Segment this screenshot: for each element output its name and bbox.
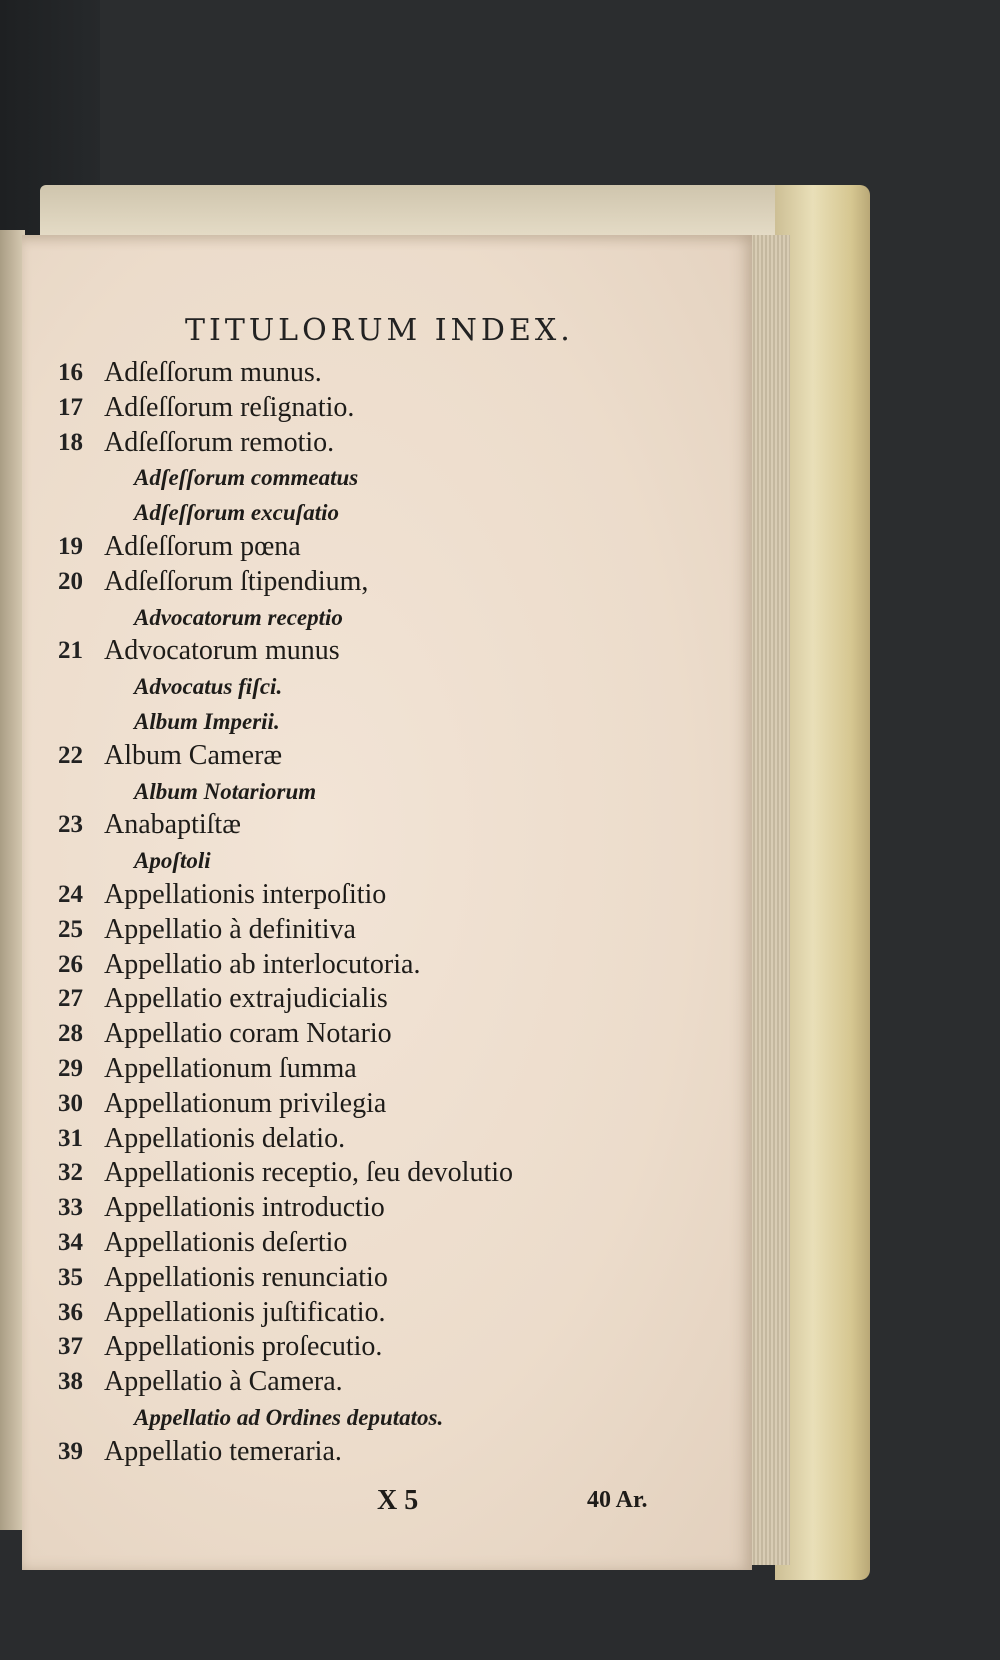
index-entry bbox=[22, 635, 722, 670]
entry-number: 36 bbox=[58, 1298, 83, 1326]
entry-text: Appellationis interpoſitio bbox=[104, 878, 387, 910]
entry-number: 35 bbox=[58, 1263, 83, 1291]
index-subentry bbox=[22, 496, 722, 531]
entry-text: Appellatio à definitiva bbox=[104, 913, 356, 945]
index-subentry bbox=[22, 670, 722, 705]
entry-text: Advocatorum munus bbox=[104, 635, 340, 667]
index-entry bbox=[22, 879, 722, 914]
entry-number: 17 bbox=[58, 393, 83, 421]
entry-text: Appellatio coram Notario bbox=[104, 1018, 392, 1050]
index-subentry bbox=[22, 601, 722, 636]
entry-number: 23 bbox=[58, 811, 83, 839]
index-entry bbox=[22, 983, 722, 1018]
entry-number: 27 bbox=[58, 985, 83, 1013]
entry-text: Appellatio à Camera. bbox=[104, 1366, 343, 1398]
index-list bbox=[22, 357, 722, 1471]
entry-text: Adſeſſorum pœna bbox=[104, 530, 301, 562]
index-entry bbox=[22, 1262, 722, 1297]
index-entry bbox=[22, 1366, 722, 1401]
entry-text: Appellationis delatio. bbox=[104, 1122, 346, 1154]
index-entry bbox=[22, 949, 722, 984]
index-entry bbox=[22, 1088, 722, 1123]
entry-number: 31 bbox=[58, 1124, 83, 1152]
entry-text: Apoſtoli bbox=[134, 848, 211, 874]
index-entry bbox=[22, 357, 722, 392]
book-top-edge bbox=[40, 185, 860, 240]
entry-text: Appellationis introductio bbox=[104, 1192, 385, 1224]
index-entry bbox=[22, 740, 722, 775]
entry-number: 25 bbox=[58, 915, 83, 943]
index-entry bbox=[22, 809, 722, 844]
entry-text: Advocatus fiſci. bbox=[134, 674, 283, 700]
index-entry bbox=[22, 1297, 722, 1332]
entry-number: 16 bbox=[58, 359, 83, 386]
index-entry bbox=[22, 1331, 722, 1366]
entry-text: Appellatio ad Ordines deputatos. bbox=[134, 1404, 444, 1430]
entry-number: 22 bbox=[58, 741, 83, 769]
entry-number: 24 bbox=[58, 880, 83, 908]
entry-text: Anabaptiſtæ bbox=[104, 809, 241, 841]
entry-text: Adſeſſorum reſignatio. bbox=[104, 391, 355, 423]
entry-text: Adſeſſorum commeatus bbox=[134, 465, 359, 491]
index-subentry bbox=[22, 705, 722, 740]
index-entry bbox=[22, 1436, 722, 1471]
index-entry bbox=[22, 392, 722, 427]
entry-number: 39 bbox=[58, 1437, 83, 1465]
entry-text: Appellationis proſecutio. bbox=[104, 1331, 383, 1363]
entry-text: Appellationum ſumma bbox=[104, 1052, 357, 1084]
entry-text: Appellationum privilegia bbox=[104, 1087, 387, 1119]
entry-text: Album Imperii. bbox=[134, 708, 280, 734]
entry-text: Adſeſſorum excuſatio bbox=[134, 500, 340, 526]
entry-text: Adſeſſorum munus. bbox=[104, 357, 322, 388]
entry-number: 20 bbox=[58, 567, 83, 595]
index-entry bbox=[22, 531, 722, 566]
entry-number: 33 bbox=[58, 1194, 83, 1222]
entry-number: 26 bbox=[58, 950, 83, 978]
index-subentry bbox=[22, 461, 722, 496]
entry-text: Appellatio temeraria. bbox=[104, 1435, 342, 1467]
index-entry bbox=[22, 1192, 722, 1227]
entry-text: Appellatio ab interlocutoria. bbox=[104, 948, 421, 980]
entry-number: 21 bbox=[58, 637, 83, 665]
entry-number: 29 bbox=[58, 1054, 83, 1082]
entry-text: Advocatorum receptio bbox=[134, 604, 343, 630]
index-entry bbox=[22, 1123, 722, 1158]
page-title: TITULORUM INDEX. bbox=[185, 313, 574, 348]
entry-number: 34 bbox=[58, 1228, 83, 1256]
entry-number: 18 bbox=[58, 428, 83, 456]
entry-text: Album Notariorum bbox=[134, 778, 317, 804]
entry-text: Appellationis renunciatio bbox=[104, 1261, 388, 1293]
index-subentry bbox=[22, 775, 722, 810]
index-entry bbox=[22, 427, 722, 462]
book-page bbox=[22, 235, 752, 1570]
entry-text: Appellatio extrajudicialis bbox=[104, 983, 388, 1015]
index-entry bbox=[22, 1053, 722, 1088]
entry-number: 37 bbox=[58, 1333, 83, 1361]
signature-mark: X 5 bbox=[377, 1485, 419, 1516]
entry-text: Appellationis juſtificatio. bbox=[104, 1296, 386, 1328]
index-entry bbox=[22, 1157, 722, 1192]
catchword: 40 Ar. bbox=[587, 1487, 648, 1513]
entry-number: 30 bbox=[58, 1089, 83, 1117]
entry-text: Album Cameræ bbox=[104, 739, 283, 771]
entry-text: Adſeſſorum ſtipendium, bbox=[104, 565, 369, 597]
index-subentry bbox=[22, 1401, 722, 1436]
index-entry bbox=[22, 1227, 722, 1262]
entry-text: Appellationis deſertio bbox=[104, 1226, 348, 1258]
entry-text: Appellationis receptio, ſeu devolutio bbox=[104, 1157, 514, 1189]
entry-number: 19 bbox=[58, 532, 83, 560]
index-entry bbox=[22, 566, 722, 601]
index-subentry bbox=[22, 844, 722, 879]
index-entry bbox=[22, 914, 722, 949]
index-entry bbox=[22, 1018, 722, 1053]
entry-number: 38 bbox=[58, 1368, 83, 1396]
entry-text: Adſeſſorum remotio. bbox=[104, 426, 335, 458]
entry-number: 28 bbox=[58, 1020, 83, 1048]
entry-number: 32 bbox=[58, 1159, 83, 1187]
